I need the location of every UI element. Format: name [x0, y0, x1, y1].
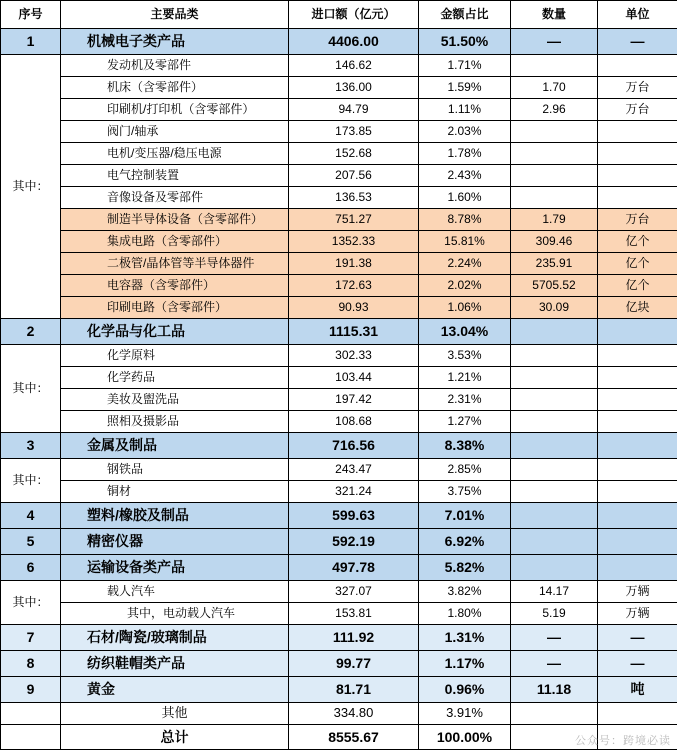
cell-category-name: 化学药品	[61, 367, 289, 389]
cell-category-name: 铜材	[61, 481, 289, 503]
table-row	[1, 603, 677, 625]
table-row	[1, 99, 677, 121]
cell-category-name: 电容器（含零部件）	[61, 275, 289, 297]
cell-category-name: 纺织鞋帽类产品	[61, 651, 289, 677]
table-row	[1, 319, 677, 345]
cell-amount-share: 2.43%	[419, 165, 511, 187]
table-row	[1, 651, 677, 677]
watermark-text: 公众号：跨境必读	[575, 732, 671, 748]
cell-unit	[598, 529, 677, 555]
cell-unit	[598, 121, 677, 143]
table-row	[1, 187, 677, 209]
cell-quantity: 235.91	[511, 253, 598, 275]
cell-quantity: 30.09	[511, 297, 598, 319]
cell-import-amount: 197.42	[289, 389, 419, 411]
cell-quantity	[511, 411, 598, 433]
cell-amount-share: 1.60%	[419, 187, 511, 209]
cell-import-amount: 108.68	[289, 411, 419, 433]
cell-category-name: 照相及摄影品	[61, 411, 289, 433]
table-row	[1, 121, 677, 143]
cell-amount-share: 2.02%	[419, 275, 511, 297]
cell-category-name: 总计	[61, 725, 289, 750]
cell-import-amount: 327.07	[289, 581, 419, 603]
cell-quantity: 309.46	[511, 231, 598, 253]
cell-quantity	[511, 433, 598, 459]
cell-quantity	[511, 459, 598, 481]
cell-quantity	[511, 529, 598, 555]
cell-quantity: —	[511, 625, 598, 651]
cell-amount-share: 3.82%	[419, 581, 511, 603]
cell-quantity	[511, 481, 598, 503]
cell-quantity	[511, 725, 598, 750]
cell-category-name: 其他	[61, 703, 289, 725]
cell-amount-share: 2.31%	[419, 389, 511, 411]
cell-import-amount: 90.93	[289, 297, 419, 319]
cell-category-name: 钢铁品	[61, 459, 289, 481]
table-row	[1, 55, 677, 77]
cell-unit	[598, 389, 677, 411]
table-row	[1, 165, 677, 187]
cell-import-amount: 81.71	[289, 677, 419, 703]
cell-seq: 7	[1, 625, 61, 651]
cell-import-amount: 153.81	[289, 603, 419, 625]
cell-amount-share: 6.92%	[419, 529, 511, 555]
cell-import-amount: 1352.33	[289, 231, 419, 253]
cell-category-name: 化学品与化工品	[61, 319, 289, 345]
cell-amount-share: 1.11%	[419, 99, 511, 121]
cell-category-name: 机床（含零部件）	[61, 77, 289, 99]
header-row	[1, 1, 677, 29]
cell-category-name: 美妆及盥洗品	[61, 389, 289, 411]
table-row	[1, 433, 677, 459]
cell-unit: 吨	[598, 677, 677, 703]
cell-amount-share: 13.04%	[419, 319, 511, 345]
cell-import-amount: 592.19	[289, 529, 419, 555]
cell-amount-share: 1.80%	[419, 603, 511, 625]
cell-import-amount: 497.78	[289, 555, 419, 581]
cell-import-amount: 136.00	[289, 77, 419, 99]
cell-category-name: 阀门/轴承	[61, 121, 289, 143]
table-row	[1, 481, 677, 503]
cell-amount-share: 100.00%	[419, 725, 511, 750]
cell-import-amount: 99.77	[289, 651, 419, 677]
cell-unit	[598, 187, 677, 209]
cell-quantity: 11.18	[511, 677, 598, 703]
cell-quantity: 1.70	[511, 77, 598, 99]
cell-quantity: —	[511, 651, 598, 677]
cell-quantity: 5.19	[511, 603, 598, 625]
cell-quantity	[511, 319, 598, 345]
cell-quantity: —	[511, 29, 598, 55]
cell-category-name: 机械电子类产品	[61, 29, 289, 55]
cell-import-amount: 1115.31	[289, 319, 419, 345]
cell-quantity	[511, 165, 598, 187]
cell-category-name: 黄金	[61, 677, 289, 703]
table-row	[1, 503, 677, 529]
cell-seq	[1, 703, 61, 725]
cell-unit	[598, 481, 677, 503]
cell-quantity: 2.96	[511, 99, 598, 121]
cell-unit: 万辆	[598, 581, 677, 603]
column-header-seq: 序号	[1, 1, 61, 29]
cell-category-name: 电机/变压器/稳压电源	[61, 143, 289, 165]
column-header-quantity: 数量	[511, 1, 598, 29]
cell-quantity	[511, 121, 598, 143]
cell-import-amount: 4406.00	[289, 29, 419, 55]
cell-amount-share: 1.31%	[419, 625, 511, 651]
cell-quantity	[511, 367, 598, 389]
table-row	[1, 459, 677, 481]
cell-import-amount: 751.27	[289, 209, 419, 231]
cell-import-amount: 152.68	[289, 143, 419, 165]
column-header-unit: 单位	[598, 1, 677, 29]
cell-seq: 9	[1, 677, 61, 703]
cell-amount-share: 3.91%	[419, 703, 511, 725]
cell-amount-share: 2.03%	[419, 121, 511, 143]
table-row	[1, 297, 677, 319]
cell-amount-share: 1.06%	[419, 297, 511, 319]
cell-unit	[598, 367, 677, 389]
cell-quantity: 5705.52	[511, 275, 598, 297]
cell-import-amount: 207.56	[289, 165, 419, 187]
cell-category-name: 印刷机/打印机（含零部件）	[61, 99, 289, 121]
row-group-label: 其中：	[1, 55, 61, 319]
cell-unit: 万台	[598, 209, 677, 231]
cell-category-name: 化学原料	[61, 345, 289, 367]
table-body	[1, 29, 677, 750]
cell-unit: 亿个	[598, 253, 677, 275]
cell-unit	[598, 411, 677, 433]
cell-import-amount: 191.38	[289, 253, 419, 275]
table-row	[1, 253, 677, 275]
cell-category-name: 金属及制品	[61, 433, 289, 459]
cell-quantity	[511, 389, 598, 411]
cell-amount-share: 1.27%	[419, 411, 511, 433]
column-header-share: 金额占比	[419, 1, 511, 29]
cell-amount-share: 2.24%	[419, 253, 511, 275]
table-row	[1, 725, 677, 750]
cell-unit: 亿块	[598, 297, 677, 319]
cell-category-name: 电气控制装置	[61, 165, 289, 187]
cell-unit	[598, 703, 677, 725]
row-group-label: 其中：	[1, 345, 61, 433]
table-row	[1, 555, 677, 581]
cell-amount-share: 5.82%	[419, 555, 511, 581]
cell-quantity	[511, 555, 598, 581]
cell-seq	[1, 725, 61, 750]
cell-import-amount: 321.24	[289, 481, 419, 503]
cell-import-amount: 172.63	[289, 275, 419, 297]
cell-quantity	[511, 345, 598, 367]
cell-quantity	[511, 703, 598, 725]
cell-category-name: 塑料/橡胶及制品	[61, 503, 289, 529]
cell-amount-share: 8.38%	[419, 433, 511, 459]
cell-amount-share: 8.78%	[419, 209, 511, 231]
cell-amount-share: 1.78%	[419, 143, 511, 165]
cell-import-amount: 136.53	[289, 187, 419, 209]
cell-import-amount: 8555.67	[289, 725, 419, 750]
cell-amount-share: 7.01%	[419, 503, 511, 529]
table-row	[1, 29, 677, 55]
cell-quantity	[511, 187, 598, 209]
cell-seq: 6	[1, 555, 61, 581]
cell-seq: 2	[1, 319, 61, 345]
row-group-label: 其中：	[1, 459, 61, 503]
cell-seq: 3	[1, 433, 61, 459]
cell-unit: 亿个	[598, 231, 677, 253]
table-row	[1, 367, 677, 389]
table-row	[1, 625, 677, 651]
cell-unit: 万辆	[598, 603, 677, 625]
cell-unit	[598, 55, 677, 77]
cell-category-name: 其中，电动载人汽车	[61, 603, 289, 625]
cell-unit	[598, 165, 677, 187]
table-row	[1, 275, 677, 297]
cell-unit: 亿个	[598, 275, 677, 297]
cell-seq: 5	[1, 529, 61, 555]
cell-amount-share: 15.81%	[419, 231, 511, 253]
cell-category-name: 发动机及零部件	[61, 55, 289, 77]
cell-import-amount: 716.56	[289, 433, 419, 459]
cell-category-name: 石材/陶瓷/玻璃制品	[61, 625, 289, 651]
cell-category-name: 音像设备及零部件	[61, 187, 289, 209]
table-row	[1, 345, 677, 367]
cell-amount-share: 3.53%	[419, 345, 511, 367]
cell-amount-share: 1.17%	[419, 651, 511, 677]
table-row	[1, 677, 677, 703]
cell-category-name: 印刷电路（含零部件）	[61, 297, 289, 319]
cell-import-amount: 599.63	[289, 503, 419, 529]
cell-quantity: 14.17	[511, 581, 598, 603]
cell-category-name: 制造半导体设备（含零部件）	[61, 209, 289, 231]
cell-import-amount: 103.44	[289, 367, 419, 389]
cell-unit: —	[598, 625, 677, 651]
cell-unit	[598, 555, 677, 581]
cell-amount-share: 3.75%	[419, 481, 511, 503]
cell-amount-share: 2.85%	[419, 459, 511, 481]
cell-quantity	[511, 143, 598, 165]
cell-unit	[598, 459, 677, 481]
cell-import-amount: 173.85	[289, 121, 419, 143]
cell-category-name: 集成电路（含零部件）	[61, 231, 289, 253]
cell-unit	[598, 433, 677, 459]
column-header-amount: 进口额（亿元）	[289, 1, 419, 29]
cell-amount-share: 51.50%	[419, 29, 511, 55]
cell-import-amount: 302.33	[289, 345, 419, 367]
cell-quantity	[511, 503, 598, 529]
cell-amount-share: 1.71%	[419, 55, 511, 77]
table-row	[1, 389, 677, 411]
table-row	[1, 411, 677, 433]
table-row	[1, 77, 677, 99]
cell-amount-share: 0.96%	[419, 677, 511, 703]
cell-quantity	[511, 55, 598, 77]
cell-unit: 万台	[598, 77, 677, 99]
cell-category-name: 载人汽车	[61, 581, 289, 603]
cell-amount-share: 1.21%	[419, 367, 511, 389]
cell-category-name: 精密仪器	[61, 529, 289, 555]
cell-import-amount: 146.62	[289, 55, 419, 77]
cell-unit	[598, 503, 677, 529]
column-header-category: 主要品类	[61, 1, 289, 29]
cell-category-name: 运输设备类产品	[61, 555, 289, 581]
cell-unit	[598, 345, 677, 367]
cell-import-amount: 111.92	[289, 625, 419, 651]
cell-import-amount: 334.80	[289, 703, 419, 725]
cell-seq: 8	[1, 651, 61, 677]
cell-unit: 万台	[598, 99, 677, 121]
cell-amount-share: 1.59%	[419, 77, 511, 99]
table-row	[1, 581, 677, 603]
table-header	[1, 1, 677, 29]
cell-quantity: 1.79	[511, 209, 598, 231]
cell-import-amount: 94.79	[289, 99, 419, 121]
table-row	[1, 529, 677, 555]
cell-unit	[598, 725, 677, 750]
row-group-label: 其中：	[1, 581, 61, 625]
cell-unit	[598, 319, 677, 345]
table-row	[1, 209, 677, 231]
table-row	[1, 143, 677, 165]
table-row	[1, 703, 677, 725]
table-row	[1, 231, 677, 253]
cell-unit: —	[598, 29, 677, 55]
cell-unit	[598, 143, 677, 165]
cell-unit: —	[598, 651, 677, 677]
cell-import-amount: 243.47	[289, 459, 419, 481]
cell-category-name: 二极管/晶体管等半导体器件	[61, 253, 289, 275]
cell-seq: 4	[1, 503, 61, 529]
cell-seq: 1	[1, 29, 61, 55]
